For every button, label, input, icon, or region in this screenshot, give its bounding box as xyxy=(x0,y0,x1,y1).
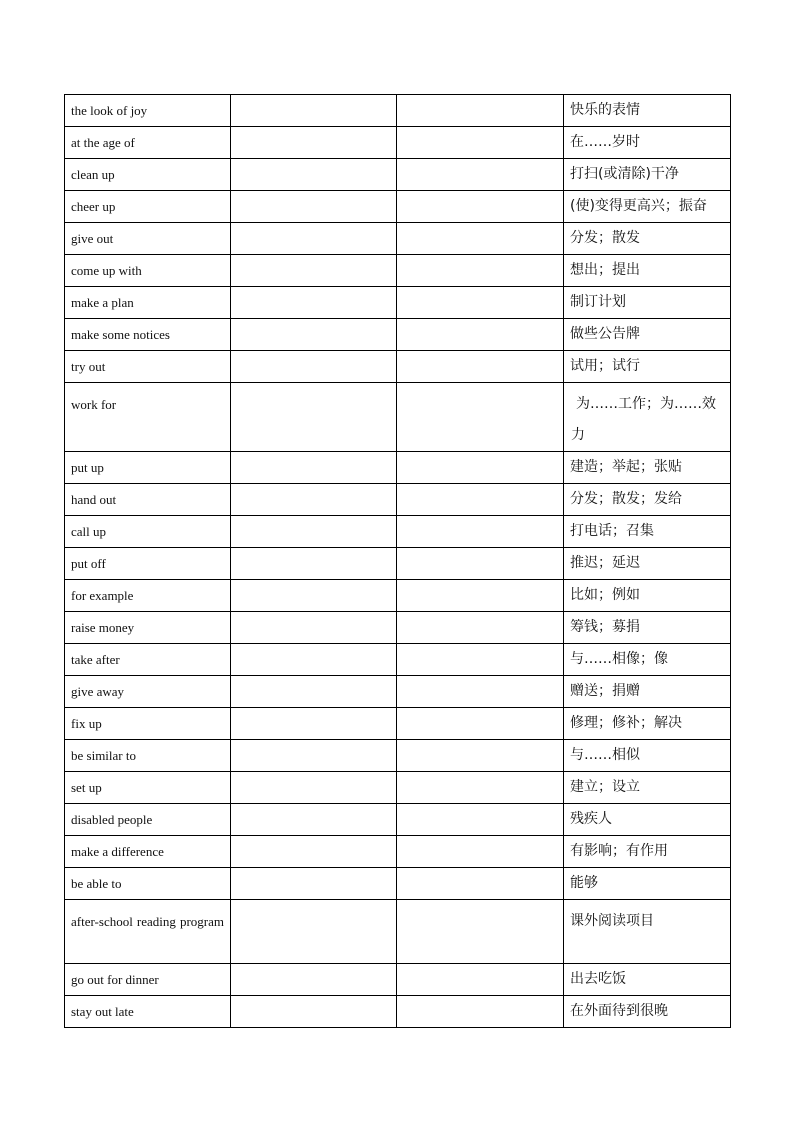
blank-cell xyxy=(397,383,564,452)
blank-cell xyxy=(397,612,564,644)
table-row xyxy=(65,676,731,708)
blank-cell xyxy=(397,516,564,548)
english-phrase: take after xyxy=(65,644,231,676)
table-row xyxy=(65,223,731,255)
blank-cell xyxy=(397,191,564,223)
english-phrase: hand out xyxy=(65,484,231,516)
english-phrase: stay out late xyxy=(65,996,231,1028)
table-row xyxy=(65,452,731,484)
blank-cell xyxy=(397,804,564,836)
english-phrase: go out for dinner xyxy=(65,964,231,996)
english-phrase: try out xyxy=(65,351,231,383)
chinese-meaning: 比如；例如 xyxy=(564,580,731,612)
blank-cell xyxy=(397,868,564,900)
blank-cell xyxy=(397,996,564,1028)
chinese-meaning: 与……相似 xyxy=(564,740,731,772)
chinese-meaning: 与……相像；像 xyxy=(564,644,731,676)
chinese-meaning: 制订计划 xyxy=(564,287,731,319)
blank-cell xyxy=(397,836,564,868)
chinese-meaning: 打电话；召集 xyxy=(564,516,731,548)
blank-cell xyxy=(397,255,564,287)
blank-cell xyxy=(397,484,564,516)
table-row xyxy=(65,95,731,127)
chinese-meaning: 残疾人 xyxy=(564,804,731,836)
blank-cell xyxy=(397,351,564,383)
english-phrase: be similar to xyxy=(65,740,231,772)
english-phrase xyxy=(65,900,231,964)
blank-cell xyxy=(231,191,397,223)
chinese-meaning: 试用；试行 xyxy=(564,351,731,383)
blank-cell xyxy=(397,159,564,191)
table-row xyxy=(65,612,731,644)
vocabulary-table xyxy=(64,94,731,1028)
blank-cell xyxy=(231,127,397,159)
english-phrase: the look of joy xyxy=(65,95,231,127)
chinese-meaning: 建造；举起；张贴 xyxy=(564,452,731,484)
blank-cell xyxy=(397,676,564,708)
table-row xyxy=(65,127,731,159)
table-row xyxy=(65,804,731,836)
table-row xyxy=(65,287,731,319)
blank-cell xyxy=(397,319,564,351)
english-phrase: come up with xyxy=(65,255,231,287)
english-phrase: be able to xyxy=(65,868,231,900)
table-row xyxy=(65,868,731,900)
english-phrase-text: after-school reading program xyxy=(71,914,224,929)
table-row xyxy=(65,644,731,676)
table-row xyxy=(65,159,731,191)
english-phrase: disabled people xyxy=(65,804,231,836)
blank-cell xyxy=(231,548,397,580)
english-phrase: set up xyxy=(65,772,231,804)
blank-cell xyxy=(231,676,397,708)
blank-cell xyxy=(397,127,564,159)
blank-cell xyxy=(231,580,397,612)
chinese-meaning: 赠送；捐赠 xyxy=(564,676,731,708)
english-phrase: clean up xyxy=(65,159,231,191)
english-phrase: for example xyxy=(65,580,231,612)
blank-cell xyxy=(397,95,564,127)
blank-cell xyxy=(397,740,564,772)
blank-cell xyxy=(397,772,564,804)
blank-cell xyxy=(231,964,397,996)
blank-cell xyxy=(231,836,397,868)
table-row xyxy=(65,191,731,223)
chinese-meaning: (使)变得更高兴；振奋 xyxy=(564,191,731,223)
english-phrase: make a plan xyxy=(65,287,231,319)
chinese-meaning: 做些公告牌 xyxy=(564,319,731,351)
blank-cell xyxy=(231,740,397,772)
table-row xyxy=(65,548,731,580)
english-phrase: make some notices xyxy=(65,319,231,351)
blank-cell xyxy=(397,900,564,964)
table-row xyxy=(65,836,731,868)
blank-cell xyxy=(397,580,564,612)
blank-cell xyxy=(397,964,564,996)
chinese-meaning: 想出；提出 xyxy=(564,255,731,287)
chinese-meaning: 修理；修补；解决 xyxy=(564,708,731,740)
blank-cell xyxy=(231,708,397,740)
table-row xyxy=(65,996,731,1028)
table-row xyxy=(65,772,731,804)
blank-cell xyxy=(231,804,397,836)
table-row xyxy=(65,484,731,516)
table-row xyxy=(65,964,731,996)
blank-cell xyxy=(231,351,397,383)
blank-cell xyxy=(397,223,564,255)
blank-cell xyxy=(231,644,397,676)
blank-cell xyxy=(231,900,397,964)
blank-cell xyxy=(397,452,564,484)
blank-cell xyxy=(231,772,397,804)
english-phrase: at the age of xyxy=(65,127,231,159)
blank-cell xyxy=(231,95,397,127)
chinese-meaning: 能够 xyxy=(564,868,731,900)
table-row xyxy=(65,900,731,964)
blank-cell xyxy=(231,223,397,255)
blank-cell xyxy=(231,159,397,191)
blank-cell xyxy=(231,516,397,548)
english-phrase: make a difference xyxy=(65,836,231,868)
english-phrase: give away xyxy=(65,676,231,708)
blank-cell xyxy=(397,644,564,676)
english-phrase: cheer up xyxy=(65,191,231,223)
chinese-meaning: 打扫(或清除)干净 xyxy=(564,159,731,191)
blank-cell xyxy=(231,319,397,351)
table-row xyxy=(65,580,731,612)
chinese-meaning: 分发；散发；发给 xyxy=(564,484,731,516)
table-row xyxy=(65,351,731,383)
chinese-meaning: 快乐的表情 xyxy=(564,95,731,127)
chinese-meaning: 筹钱；募捐 xyxy=(564,612,731,644)
chinese-meaning: 在外面待到很晚 xyxy=(564,996,731,1028)
blank-cell xyxy=(397,287,564,319)
english-phrase: put up xyxy=(65,452,231,484)
blank-cell xyxy=(231,255,397,287)
chinese-meaning: 为……工作；为……效力 xyxy=(564,383,731,452)
table-row xyxy=(65,516,731,548)
chinese-meaning: 在……岁时 xyxy=(564,127,731,159)
blank-cell xyxy=(231,383,397,452)
blank-cell xyxy=(231,868,397,900)
english-phrase: raise money xyxy=(65,612,231,644)
blank-cell xyxy=(231,996,397,1028)
table-row xyxy=(65,708,731,740)
blank-cell xyxy=(231,452,397,484)
chinese-meaning: 课外阅读项目 xyxy=(564,900,731,964)
chinese-meaning: 建立；设立 xyxy=(564,772,731,804)
chinese-meaning: 分发；散发 xyxy=(564,223,731,255)
blank-cell xyxy=(231,612,397,644)
english-phrase: give out xyxy=(65,223,231,255)
blank-cell xyxy=(397,708,564,740)
chinese-meaning: 出去吃饭 xyxy=(564,964,731,996)
english-phrase: fix up xyxy=(65,708,231,740)
chinese-meaning: 推迟；延迟 xyxy=(564,548,731,580)
english-phrase: call up xyxy=(65,516,231,548)
english-phrase: put off xyxy=(65,548,231,580)
table-row xyxy=(65,383,731,452)
blank-cell xyxy=(397,548,564,580)
chinese-meaning: 有影响；有作用 xyxy=(564,836,731,868)
blank-cell xyxy=(231,484,397,516)
table-row xyxy=(65,740,731,772)
table-row xyxy=(65,319,731,351)
blank-cell xyxy=(231,287,397,319)
english-phrase: work for xyxy=(65,383,231,452)
table-row xyxy=(65,255,731,287)
